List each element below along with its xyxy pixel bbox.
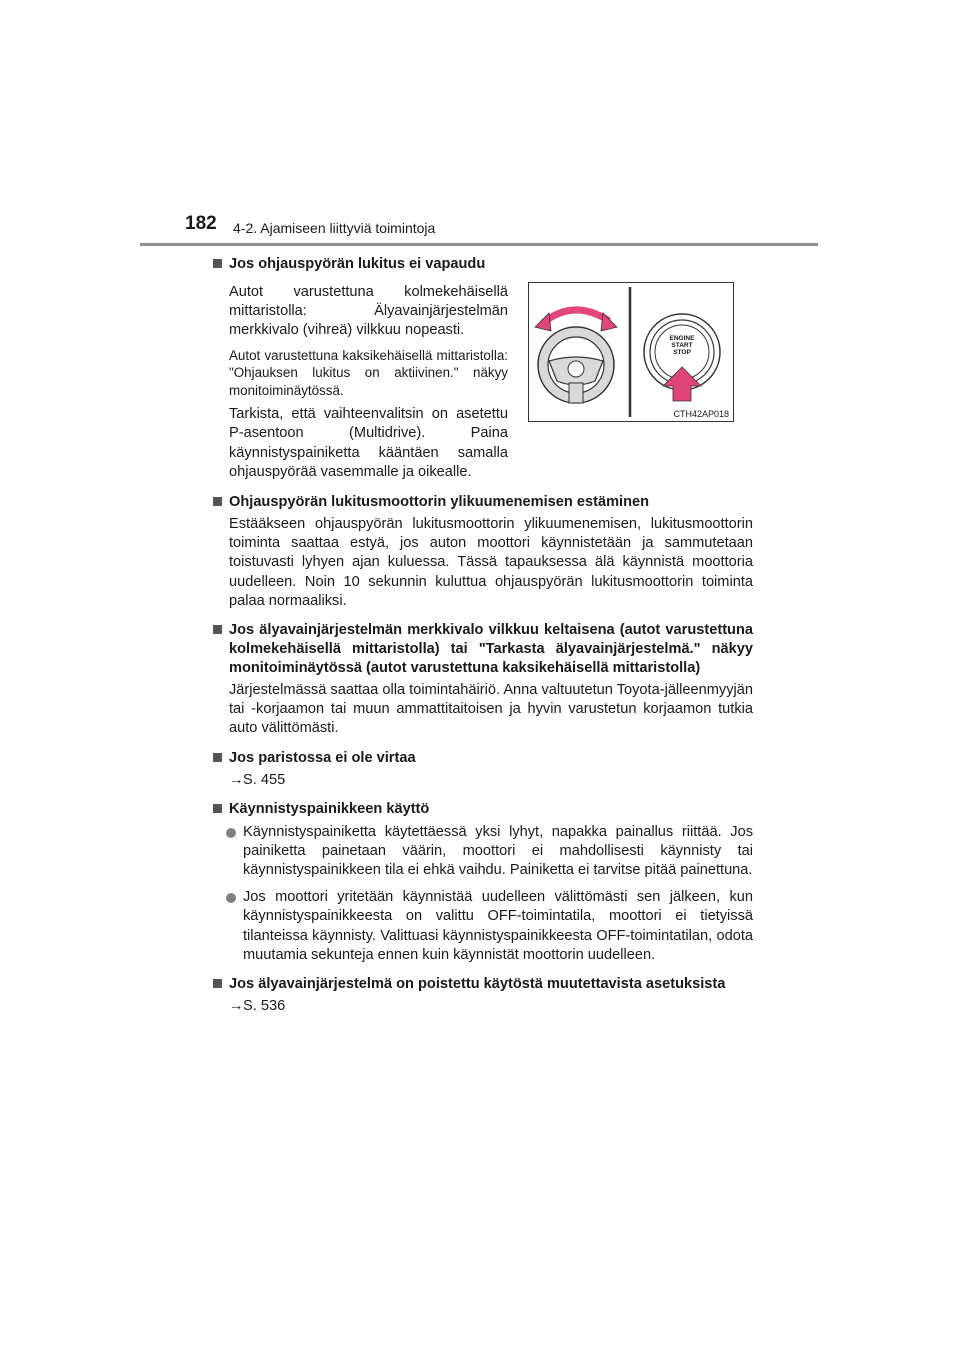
square-bullet-icon — [213, 753, 222, 762]
page-number: 182 — [185, 213, 217, 234]
section-start-button-usage — [213, 800, 753, 965]
section-smart-key-warning — [213, 621, 753, 739]
square-bullet-icon — [213, 497, 222, 506]
section-heading: Jos älyavainjärjestelmä on poistettu käytöstä muutettavista asetuksista — [213, 975, 753, 994]
section-steering-lock — [213, 255, 508, 482]
main-content — [213, 255, 753, 1016]
paragraph: Autot varustettuna kaksikehäisellä mittaristolla: "Ohjauksen lukitus on aktiivinen." näkyy monitoiminäytössä. — [229, 347, 508, 398]
paragraph: Järjestelmässä saattaa olla toimintahäiriö. Anna valtuutetun Toyota-jälleenmyyjän tai -korjaamon tai muun ammattitaitoisen ja hyvin varustetun korjaamon tutkia auto välittömästi. — [229, 681, 753, 737]
circle-bullet-icon — [226, 893, 236, 903]
page-header — [0, 0, 960, 250]
chapter-title: 4-2. Ajamiseen liittyviä toimintoja — [233, 220, 436, 236]
section-smart-key-disabled — [213, 975, 753, 1016]
paragraph: Tarkista, että vaihteenvalitsin on asetettu P-asentoon (Multidrive). Paina käynnistyspainiketta kääntäen samalla ohjauspyörää vasemmalle ja oikealle. — [229, 406, 508, 480]
square-bullet-icon — [213, 979, 222, 988]
section-heading: Jos ohjauspyörän lukitus ei vapaudu — [213, 255, 529, 274]
paragraph: Estääkseen ohjauspyörän lukitusmoottorin ylikuumenemisen, lukitusmoottorin toiminta saattaa estyä, jos auton moottori käynnistetään ja sammutetaan toistuvasti lyhyen ajan kuluessa. Tässä tapauksessa älä käynnistä moottoria uudelleen. Noin 10 sekunnin kuluttua ohjauspyörän lukitusmoottorin toiminta palaa normaaliksi. — [229, 515, 753, 609]
right-arrow-icon: → — [229, 771, 244, 788]
square-bullet-icon — [213, 259, 222, 268]
paragraph: Autot varustettuna kolmekehäisellä mittaristolla: Älyavainjärjestelmän merkkivalo (vihreä) vilkkuu nopeasti. — [229, 284, 508, 339]
square-bullet-icon — [213, 625, 222, 634]
header-divider — [140, 243, 818, 246]
section-battery-dead — [213, 749, 753, 790]
figure-caption: CTH42AP018 — [673, 409, 729, 419]
section-heading: Jos paristossa ei ole virtaa — [213, 749, 753, 768]
right-arrow-icon: → — [229, 997, 244, 1014]
section-lock-motor-overheating — [213, 493, 753, 611]
list-item: Käynnistyspainiketta käytettäessä yksi lyhyt, napakka painallus riittää. Jos painiketta painetaan väärin, moottori ei mahdollisesti käynnisty tai käynnistyspainikkeen tila ei ehkä vaihdu. Painiketta ei tarvitse pitää painettuna. — [213, 823, 753, 881]
start-button-label: ENGINE START STOP — [669, 335, 695, 356]
square-bullet-icon — [213, 804, 222, 813]
section-heading: Ohjauspyörän lukitusmoottorin ylikuumenemisen estäminen — [213, 493, 753, 512]
section-heading: Käynnistyspainikkeen käyttö — [213, 800, 753, 819]
page-reference[interactable]: →S. 536 — [229, 997, 286, 1014]
circle-bullet-icon — [226, 828, 236, 838]
section-heading: Jos älyavainjärjestelmän merkkivalo vilkkuu keltaisena (autot varustettuna kolmekehäisellä mittaristolla) tai "Tarkasta älyavainjärjestelmä." näkyy monitoiminäytössä (autot varustettuna kaksikehäisellä mittaristolla) — [213, 621, 753, 678]
page-reference[interactable]: →S. 455 — [229, 771, 286, 788]
list-item: Jos moottori yritetään käynnistää uudelleen välittömästi sen jälkeen, kun käynnistyspainikkeesta on valittu OFF-toimintatila, moottori ei tietyissä tilanteissa käynnisty. Valittuasi käynnistyspainikkeesta OFF-toimintatilan, odota muutamia sekunteja ennen kuin käynnistät moottorin uudelleen. — [213, 888, 753, 965]
